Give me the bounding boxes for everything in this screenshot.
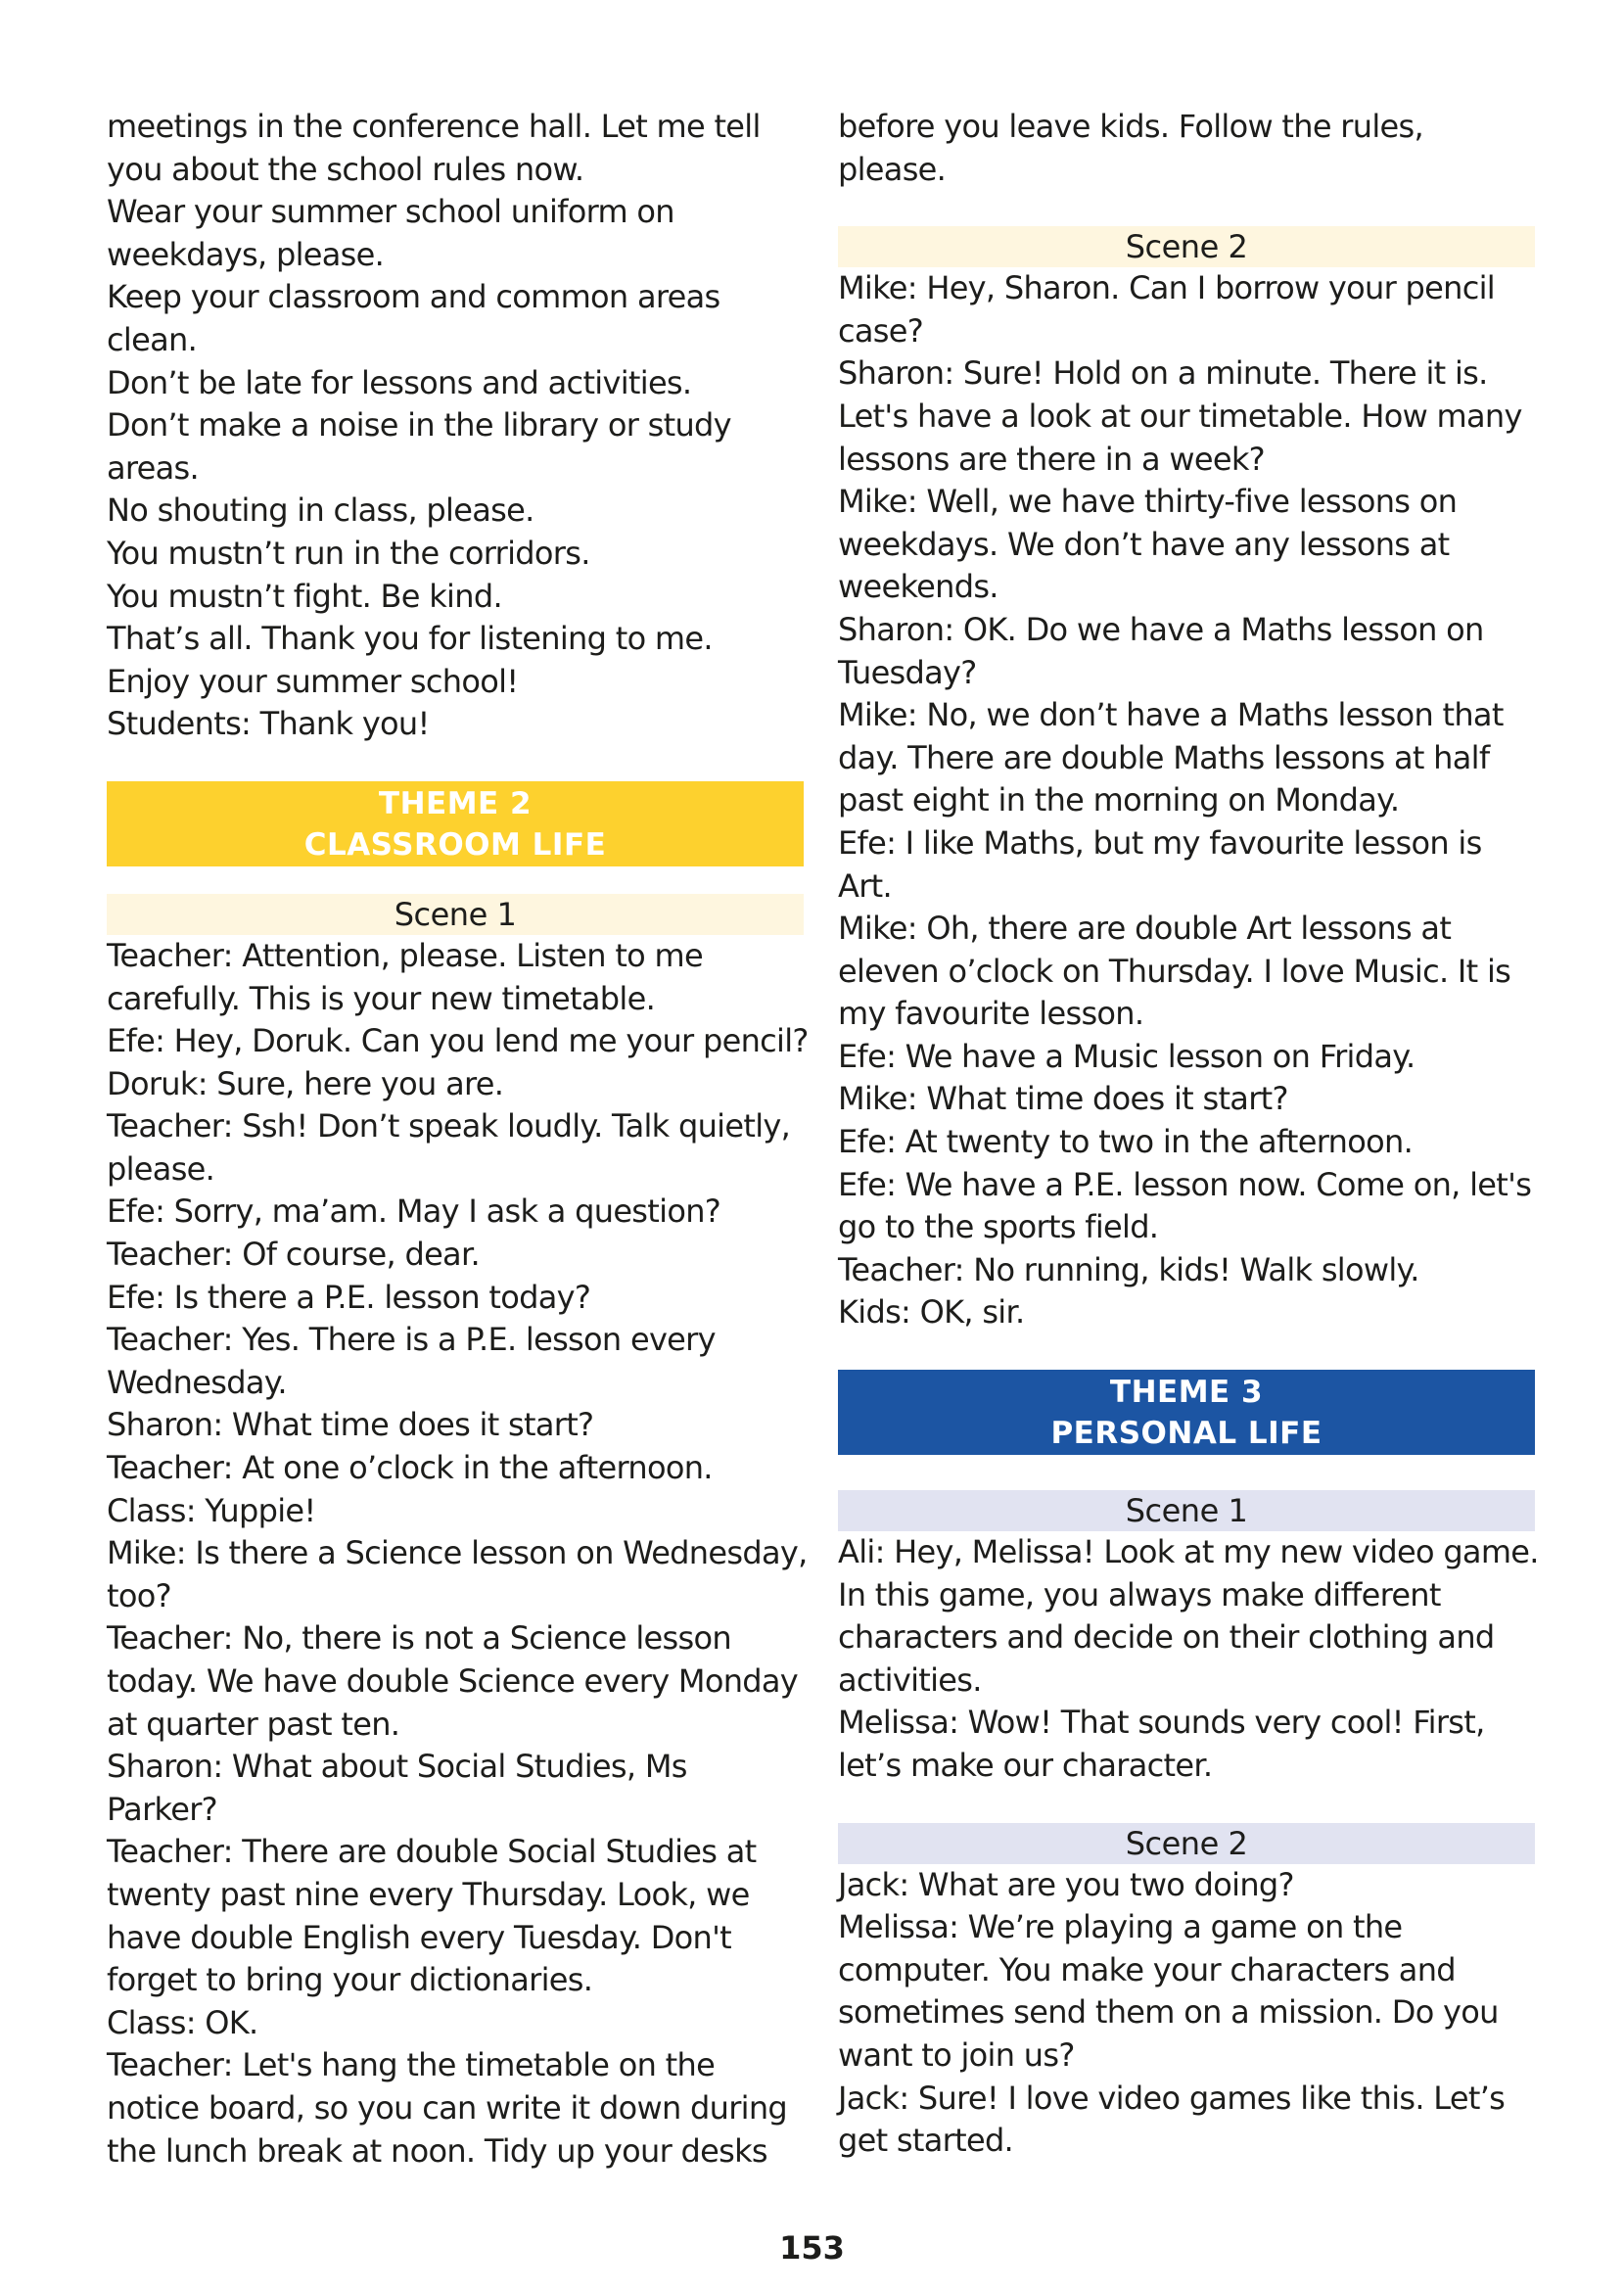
theme-2-scene-1-heading: Scene 1 (107, 894, 804, 935)
theme-2-scene-1-dialogue (107, 935, 809, 2173)
text-line: Mike: Oh, there are double Art lessons at (838, 910, 1452, 948)
spacer (838, 1788, 1535, 1823)
theme-2-title: CLASSROOM LIFE (303, 826, 607, 863)
text-line: day. There are double Maths lessons at half (838, 738, 1490, 776)
text-line: Parker? (107, 1790, 217, 1828)
page-number: 153 (779, 2229, 845, 2267)
theme-3-title: PERSONAL LIFE (1050, 1416, 1322, 1452)
text-line: Jack: Sure! I love video games like this. Let’s (838, 2079, 1506, 2117)
text-line: Teacher: Attention, please. Listen to me (107, 936, 703, 974)
text-line: Let's have a look at our timetable. How many (838, 397, 1522, 435)
text-line: weekdays. We don’t have any lessons at (838, 525, 1450, 563)
text-line: Sharon: What about Social Studies, Ms (107, 1748, 687, 1786)
text-line: forget to bring your dictionaries. (107, 1961, 593, 1999)
text-line: Melissa: We’re playing a game on the (838, 1908, 1403, 1946)
text-line: Mike: Is there a Science lesson on Wednesday, (107, 1534, 808, 1572)
text-line: let’s make our character. (838, 1747, 1213, 1784)
text-line: Enjoy your summer school! (107, 662, 519, 700)
text-line: notice board, so you can write it down during (107, 2088, 788, 2127)
theme-2-scene-2-dialogue (838, 267, 1535, 1334)
text-line: Efe: Is there a P.E. lesson today? (107, 1278, 591, 1316)
text-line: Efe: Sorry, ma’am. May I ask a question? (107, 1192, 721, 1231)
text-line: Sharon: What time does it start? (107, 1406, 594, 1444)
rules-text (107, 106, 804, 746)
text-line: Don’t make a noise in the library or study (107, 406, 731, 444)
text-line: Efe: At twenty to two in the afternoon. (838, 1123, 1414, 1161)
text-line: You mustn’t fight. Be kind. (107, 577, 502, 615)
text-line: clean. (107, 320, 198, 358)
text-line: Wednesday. (107, 1363, 287, 1401)
text-line: Teacher: Ssh! Don’t speak loudly. Talk quietly, (107, 1107, 791, 1146)
text-line: In this game, you always make different (838, 1575, 1441, 1613)
theme-3-scene-2-heading: Scene 2 (838, 1823, 1535, 1864)
text-line: Jack: What are you two doing? (838, 1865, 1294, 1903)
text-line: please. (838, 150, 947, 188)
text-line: computer. You make your characters and (838, 1950, 1456, 1988)
text-line: areas. (107, 448, 200, 487)
theme-2-banner (107, 781, 804, 866)
text-line: weekdays, please. (107, 235, 385, 273)
text-line: Class: OK. (107, 2003, 258, 2041)
text-line: case? (838, 311, 924, 350)
text-line: weekends. (838, 568, 998, 606)
spacer (107, 746, 804, 781)
text-line: Teacher: There are double Social Studies at (107, 1833, 757, 1871)
text-line: want to join us? (838, 2035, 1075, 2074)
text-line: Efe: I like Maths, but my favourite lesson is (838, 823, 1482, 862)
text-line: characters and decide on their clothing and (838, 1618, 1495, 1657)
theme-3-scene-2-dialogue (838, 1864, 1535, 2163)
spacer (838, 1334, 1535, 1370)
left-column (107, 106, 809, 2173)
text-line: you about the school rules now. (107, 150, 584, 188)
text-line: past eight in the morning on Monday. (838, 781, 1400, 819)
text-line: my favourite lesson. (838, 995, 1144, 1033)
text-line: twenty past nine every Thursday. Look, we (107, 1875, 750, 1913)
text-line: Mike: Well, we have thirty-five lessons on (838, 483, 1458, 521)
text-line: please. (107, 1149, 215, 1188)
text-line: Sharon: Sure! Hold on a minute. There it is. (838, 354, 1488, 393)
text-line: Don’t be late for lessons and activities. (107, 363, 692, 401)
text-line: You mustn’t run in the corridors. (107, 534, 590, 572)
text-line: Teacher: At one o’clock in the afternoon. (107, 1449, 713, 1487)
text-line: Ali: Hey, Melissa! Look at my new video game. (838, 1533, 1539, 1571)
text-line: Sharon: OK. Do we have a Maths lesson on (838, 610, 1484, 648)
text-line: lessons are there in a week? (838, 440, 1265, 478)
text-line: Wear your summer school uniform on (107, 193, 674, 231)
text-line: too? (107, 1576, 171, 1614)
text-line: No shouting in class, please. (107, 491, 534, 530)
theme-2-number: THEME 2 (378, 785, 533, 821)
text-line: Doruk: Sure, here you are. (107, 1064, 504, 1102)
text-line: before you leave kids. Follow the rules, (838, 108, 1423, 145)
text-line: Melissa: Wow! That sounds very cool! First, (838, 1704, 1485, 1742)
text-line: have double English every Tuesday. Don't (107, 1918, 732, 1956)
right-column (838, 106, 1539, 2163)
text-line: meetings in the conference hall. Let me tell (107, 108, 761, 145)
theme-3-number: THEME 3 (1109, 1375, 1264, 1411)
text-line: go to the sports field. (838, 1208, 1159, 1246)
text-line: Mike: Hey, Sharon. Can I borrow your pencil (838, 269, 1495, 307)
text-line: Mike: What time does it start? (838, 1080, 1288, 1118)
text-line: Teacher: Of course, dear. (107, 1236, 480, 1274)
text-line: Keep your classroom and common areas (107, 278, 720, 316)
text-line: carefully. This is your new timetable. (107, 979, 656, 1017)
spacer (838, 191, 1535, 226)
text-line: Teacher: No running, kids! Walk slowly. (838, 1250, 1419, 1288)
text-line: the lunch break at noon. Tidy up your desks (107, 2131, 767, 2170)
text-line: Students: Thank you! (107, 705, 430, 743)
theme-3-banner (838, 1370, 1535, 1455)
theme-3-scene-1-dialogue (838, 1531, 1539, 1788)
text-line: eleven o’clock on Thursday. I love Music. It is (838, 952, 1511, 990)
theme-2-scene-2-heading: Scene 2 (838, 226, 1535, 267)
text-line: today. We have double Science every Monday (107, 1662, 799, 1700)
text-line: get started. (838, 2122, 1014, 2160)
text-line: Teacher: Let's hang the timetable on the (107, 2046, 716, 2084)
text-line: at quarter past ten. (107, 1705, 400, 1743)
text-line: Mike: No, we don’t have a Maths lesson that (838, 696, 1504, 734)
text-line: Tuesday? (838, 653, 977, 691)
theme-3-scene-1-heading: Scene 1 (838, 1490, 1535, 1531)
text-line: That’s all. Thank you for listening to me. (107, 620, 713, 658)
rules-text-continued (838, 106, 1535, 191)
text-line: Teacher: Yes. There is a P.E. lesson every (107, 1321, 716, 1359)
text-line: activities. (838, 1660, 982, 1699)
text-line: Class: Yuppie! (107, 1491, 316, 1529)
text-line: Efe: We have a P.E. lesson now. Come on, let's (838, 1165, 1532, 1203)
text-line: Efe: We have a Music lesson on Friday. (838, 1037, 1415, 1075)
text-line: Efe: Hey, Doruk. Can you lend me your pencil? (107, 1022, 809, 1060)
spacer (107, 866, 804, 894)
spacer (838, 1455, 1535, 1490)
text-line: Kids: OK, sir. (838, 1293, 1025, 1332)
text-line: sometimes send them on a mission. Do you (838, 1993, 1499, 2032)
text-line: Art. (838, 866, 892, 905)
text-line: Teacher: No, there is not a Science lesson (107, 1619, 731, 1658)
